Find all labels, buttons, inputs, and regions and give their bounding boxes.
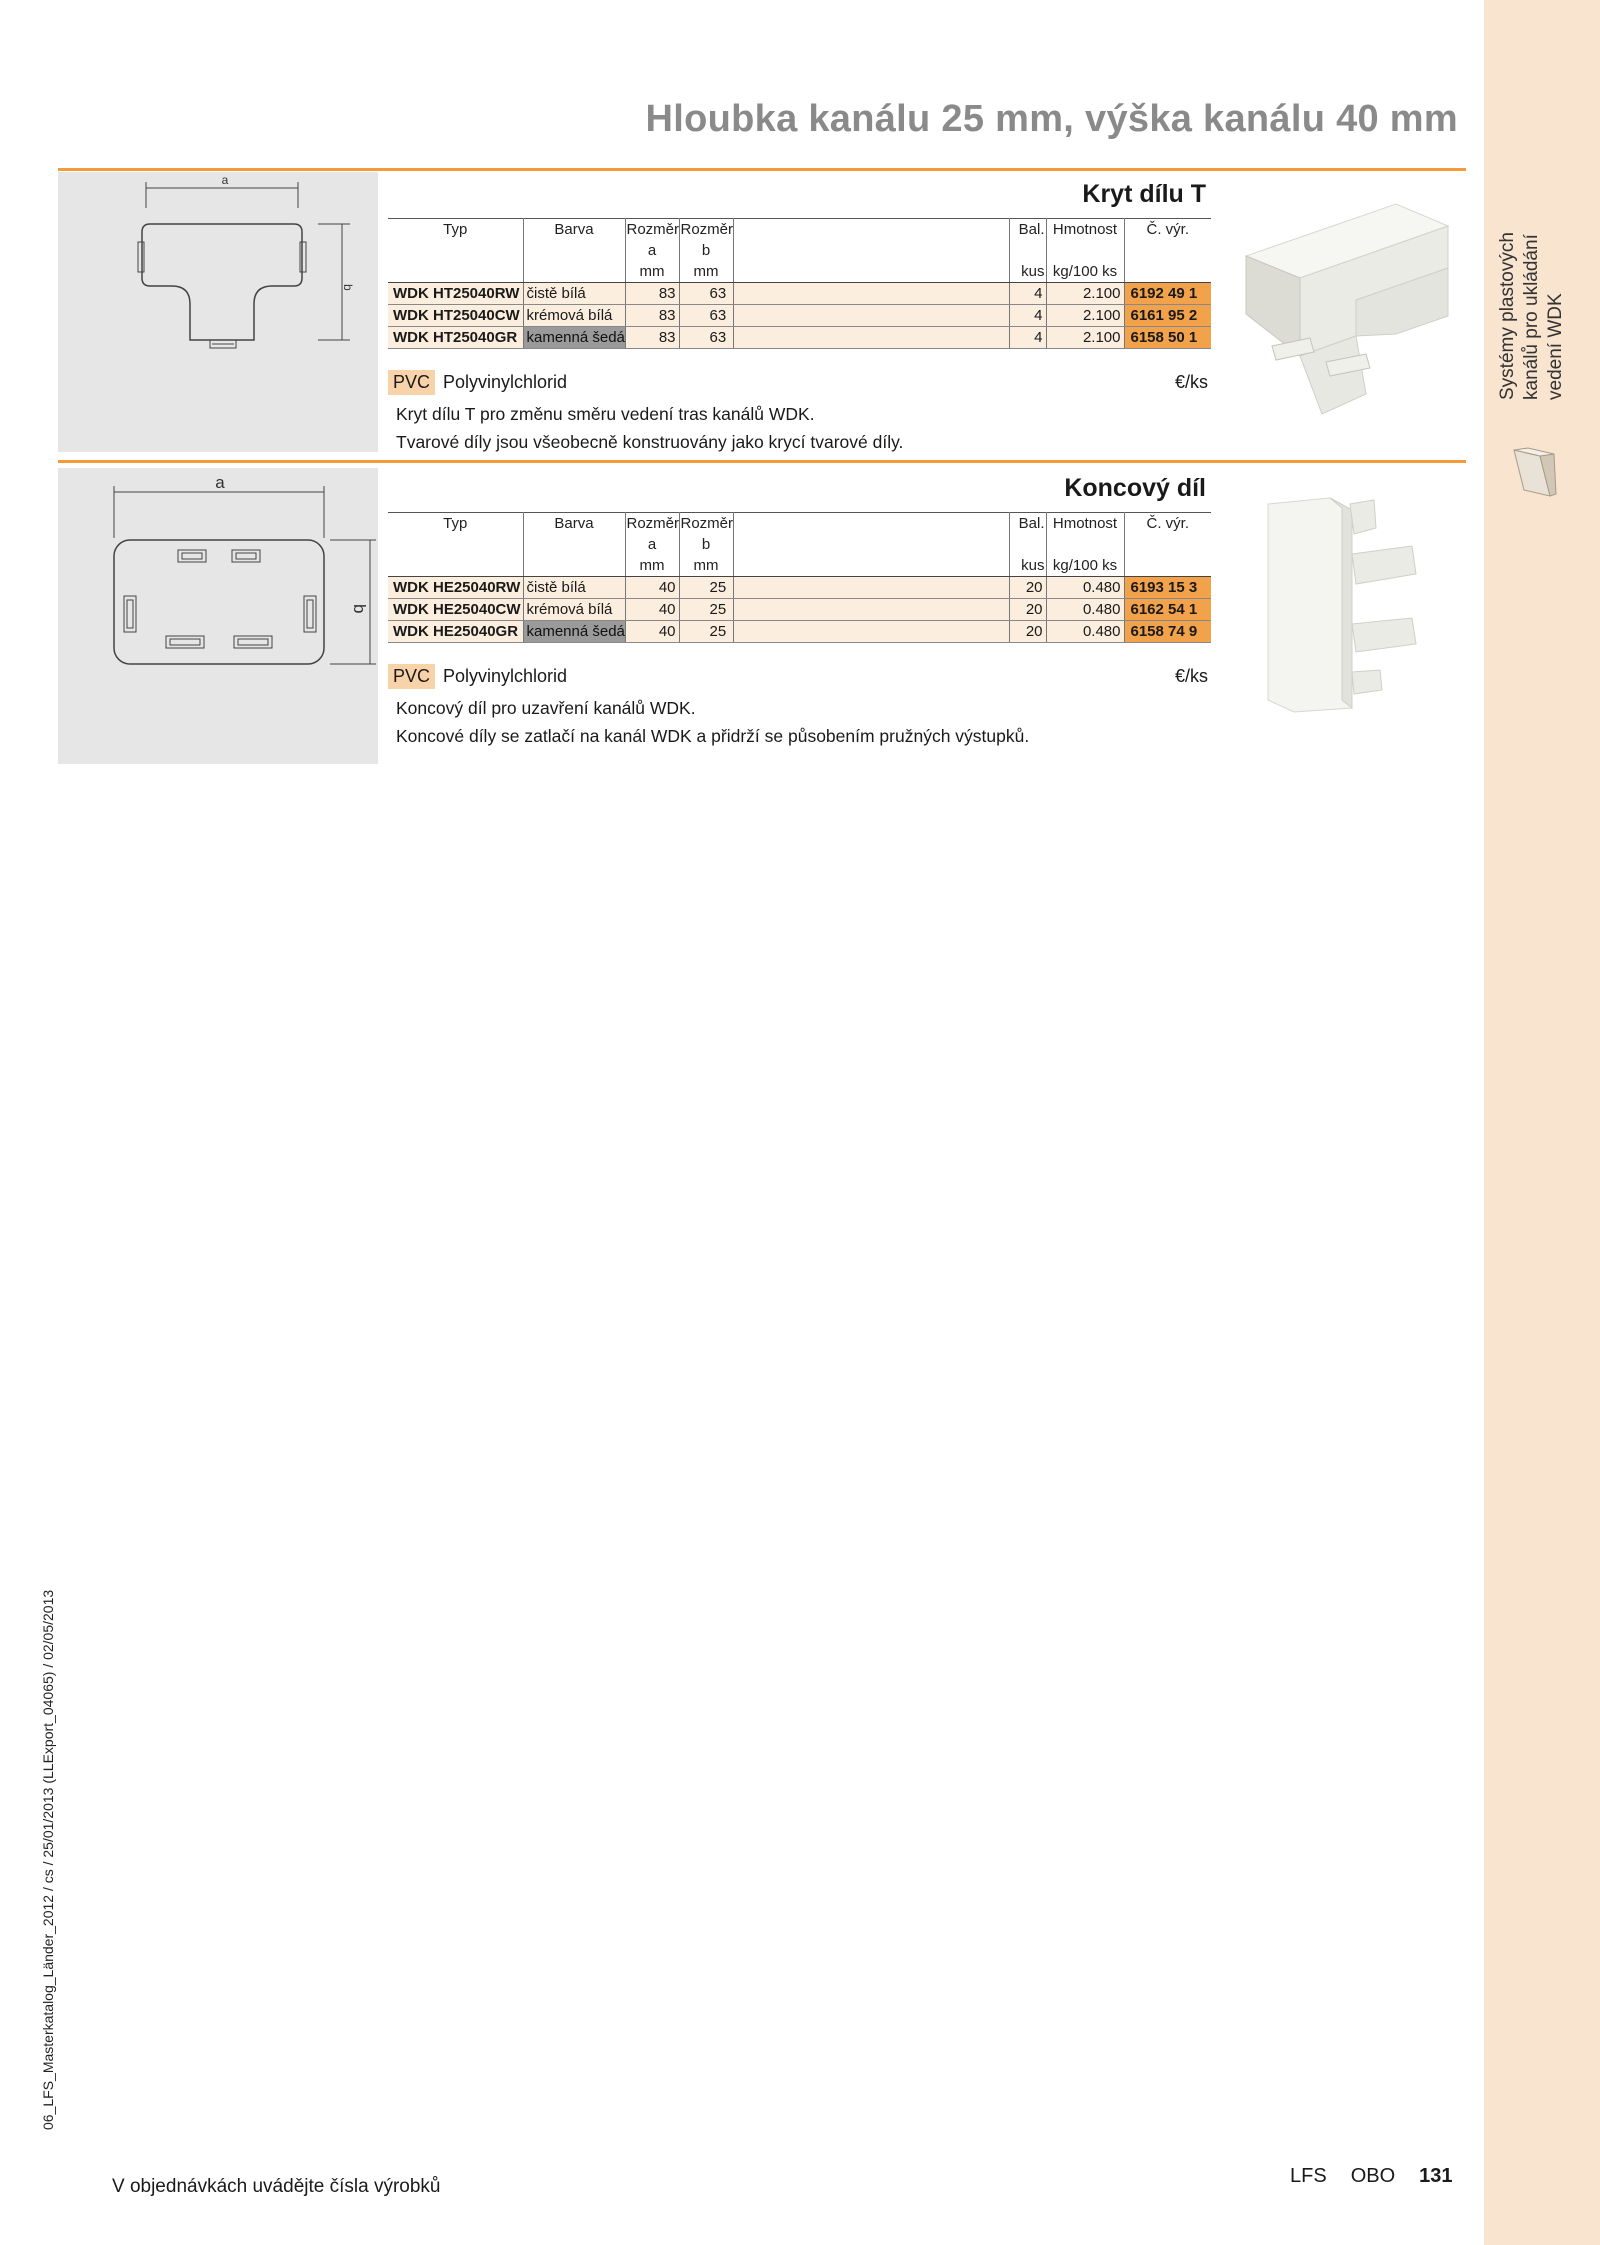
svg-text:b: b xyxy=(341,284,355,291)
cell-bal: 4 xyxy=(1009,283,1046,305)
unit-b: mm xyxy=(679,555,733,577)
col-header-rozmer-b: Rozměr b xyxy=(679,513,733,556)
page-title: Hloubka kanálu 25 mm, výška kanálu 40 mm xyxy=(645,98,1458,140)
cell-article-number: 6192 49 1 xyxy=(1124,283,1211,305)
sidebar-line: kanálů pro ukládání xyxy=(1521,234,1542,400)
material-name: Polyvinylchlorid xyxy=(443,666,568,686)
description-line: Koncový díl pro uzavření kanálů WDK. xyxy=(396,698,696,718)
table-row xyxy=(388,621,1211,643)
unit-bal: kus xyxy=(1009,555,1046,577)
cell-bal: 4 xyxy=(1009,305,1046,327)
svg-text:b: b xyxy=(350,604,369,614)
t-piece-photo xyxy=(1236,196,1468,426)
cell-hmotnost: 2.100 xyxy=(1046,283,1124,305)
cell-b: 25 xyxy=(679,599,733,621)
col-header-hmotnost: Hmotnost xyxy=(1046,513,1124,556)
footer-lfs: LFS xyxy=(1290,2165,1327,2187)
section-divider xyxy=(58,460,1466,463)
section-title: Koncový díl xyxy=(1064,474,1206,502)
material-name: Polyvinylchlorid xyxy=(443,372,568,392)
material-line xyxy=(388,370,567,395)
material-code-badge: PVC xyxy=(388,664,435,689)
table-row xyxy=(388,283,1211,305)
col-header-barva: Barva xyxy=(523,513,625,556)
cell-hmotnost: 2.100 xyxy=(1046,327,1124,349)
col-header-bal: Bal. xyxy=(1009,513,1046,556)
col-header-hmotnost: Hmotnost xyxy=(1046,219,1124,262)
cell-typ: WDK HE25040GR xyxy=(388,621,523,643)
svg-text:a: a xyxy=(221,173,229,187)
cell-b: 25 xyxy=(679,621,733,643)
unit-b: mm xyxy=(679,261,733,283)
cell-blank xyxy=(733,327,1009,349)
cell-barva: krémová bílá xyxy=(523,599,625,621)
footer-obo: OBO xyxy=(1350,2165,1396,2187)
table-row xyxy=(388,305,1211,327)
cell-a: 83 xyxy=(625,283,679,305)
channel-thumbnail-icon xyxy=(1510,446,1558,508)
cell-a: 40 xyxy=(625,577,679,599)
sidebar-line: vedení WDK xyxy=(1545,293,1566,400)
cell-hmotnost: 2.100 xyxy=(1046,305,1124,327)
cell-typ: WDK HE25040CW xyxy=(388,599,523,621)
col-header-rozmer-a: Rozměr a xyxy=(625,513,679,556)
cell-blank xyxy=(733,621,1009,643)
cell-barva: krémová bílá xyxy=(523,305,625,327)
price-unit: €/ks xyxy=(1174,372,1208,392)
table-row xyxy=(388,327,1211,349)
sidebar-category xyxy=(1496,200,1568,400)
cell-blank xyxy=(733,283,1009,305)
product-table xyxy=(388,512,1211,643)
sidebar-line: Systémy plastových xyxy=(1497,232,1518,400)
unit-hmotnost: kg/100 ks xyxy=(1046,555,1124,577)
cell-a: 40 xyxy=(625,621,679,643)
cell-article-number: 6162 54 1 xyxy=(1124,599,1211,621)
description-line: Koncové díly se zatlačí na kanál WDK a přidrží se působením pružných výstupků. xyxy=(396,726,1030,746)
col-header-blank xyxy=(733,219,1009,262)
cell-hmotnost: 0.480 xyxy=(1046,599,1124,621)
cell-barva: čistě bílá xyxy=(523,283,625,305)
col-header-bal: Bal. xyxy=(1009,219,1046,262)
cell-typ: WDK HE25040RW xyxy=(388,577,523,599)
cell-hmotnost: 0.480 xyxy=(1046,621,1124,643)
cell-hmotnost: 0.480 xyxy=(1046,577,1124,599)
material-code-badge: PVC xyxy=(388,370,435,395)
table-row xyxy=(388,599,1211,621)
unit-hmotnost: kg/100 ks xyxy=(1046,261,1124,283)
description-line: Kryt dílu T pro změnu směru vedení tras kanálů WDK. xyxy=(396,404,815,424)
cell-typ: WDK HT25040RW xyxy=(388,283,523,305)
cell-a: 40 xyxy=(625,599,679,621)
cell-blank xyxy=(733,305,1009,327)
cell-b: 63 xyxy=(679,305,733,327)
description-line: Tvarové díly jsou všeobecně konstruovány jako krycí tvarové díly. xyxy=(396,432,904,452)
price-unit: €/ks xyxy=(1174,666,1208,686)
unit-a: mm xyxy=(625,261,679,283)
cell-bal: 20 xyxy=(1009,577,1046,599)
col-header-rozmer-b: Rozměr b xyxy=(679,219,733,262)
cell-barva: čistě bílá xyxy=(523,577,625,599)
cell-barva: kamenná šedá xyxy=(523,327,625,349)
col-header-typ: Typ xyxy=(443,221,468,238)
cell-a: 83 xyxy=(625,305,679,327)
section-title: Kryt dílu T xyxy=(1082,180,1206,208)
col-header-typ: Typ xyxy=(443,515,468,532)
cell-article-number: 6161 95 2 xyxy=(1124,305,1211,327)
footer-brand xyxy=(1290,2165,1453,2188)
col-header-blank xyxy=(733,513,1009,556)
page-number: 131 xyxy=(1419,2165,1453,2187)
cell-b: 63 xyxy=(679,327,733,349)
col-header-cislo: Č. výr. xyxy=(1124,513,1211,556)
table-row xyxy=(388,577,1211,599)
cell-bal: 20 xyxy=(1009,599,1046,621)
col-header-rozmer-a: Rozměr a xyxy=(625,219,679,262)
cell-article-number: 6193 15 3 xyxy=(1124,577,1211,599)
description xyxy=(396,400,903,456)
cell-barva: kamenná šedá xyxy=(523,621,625,643)
material-line xyxy=(388,664,567,689)
col-header-cislo: Č. výr. xyxy=(1124,219,1211,262)
cell-bal: 20 xyxy=(1009,621,1046,643)
end-cap-photo xyxy=(1262,494,1436,714)
dimension-drawing xyxy=(58,468,378,764)
svg-text:a: a xyxy=(215,473,225,492)
end-cap-drawing xyxy=(58,468,378,764)
cell-b: 63 xyxy=(679,283,733,305)
cell-b: 25 xyxy=(679,577,733,599)
cell-a: 83 xyxy=(625,327,679,349)
t-piece-drawing xyxy=(58,172,378,452)
unit-a: mm xyxy=(625,555,679,577)
footer-note: V objednávkách uvádějte čísla výrobků xyxy=(112,2176,441,2197)
section-divider xyxy=(58,168,1466,171)
description xyxy=(396,694,1029,750)
cell-bal: 4 xyxy=(1009,327,1046,349)
catalog-reference: 06_LFS_Masterkatalog_Länder_2012 / cs / 25/01/2013 (LLExport_04065) / 02/05/2013 xyxy=(40,1589,56,2130)
cell-typ: WDK HT25040GR xyxy=(388,327,523,349)
product-table xyxy=(388,218,1211,349)
cell-article-number: 6158 74 9 xyxy=(1124,621,1211,643)
cell-typ: WDK HT25040CW xyxy=(388,305,523,327)
cell-article-number: 6158 50 1 xyxy=(1124,327,1211,349)
cell-blank xyxy=(733,577,1009,599)
dimension-drawing xyxy=(58,172,378,452)
col-header-barva: Barva xyxy=(523,219,625,262)
unit-bal: kus xyxy=(1009,261,1046,283)
cell-blank xyxy=(733,599,1009,621)
